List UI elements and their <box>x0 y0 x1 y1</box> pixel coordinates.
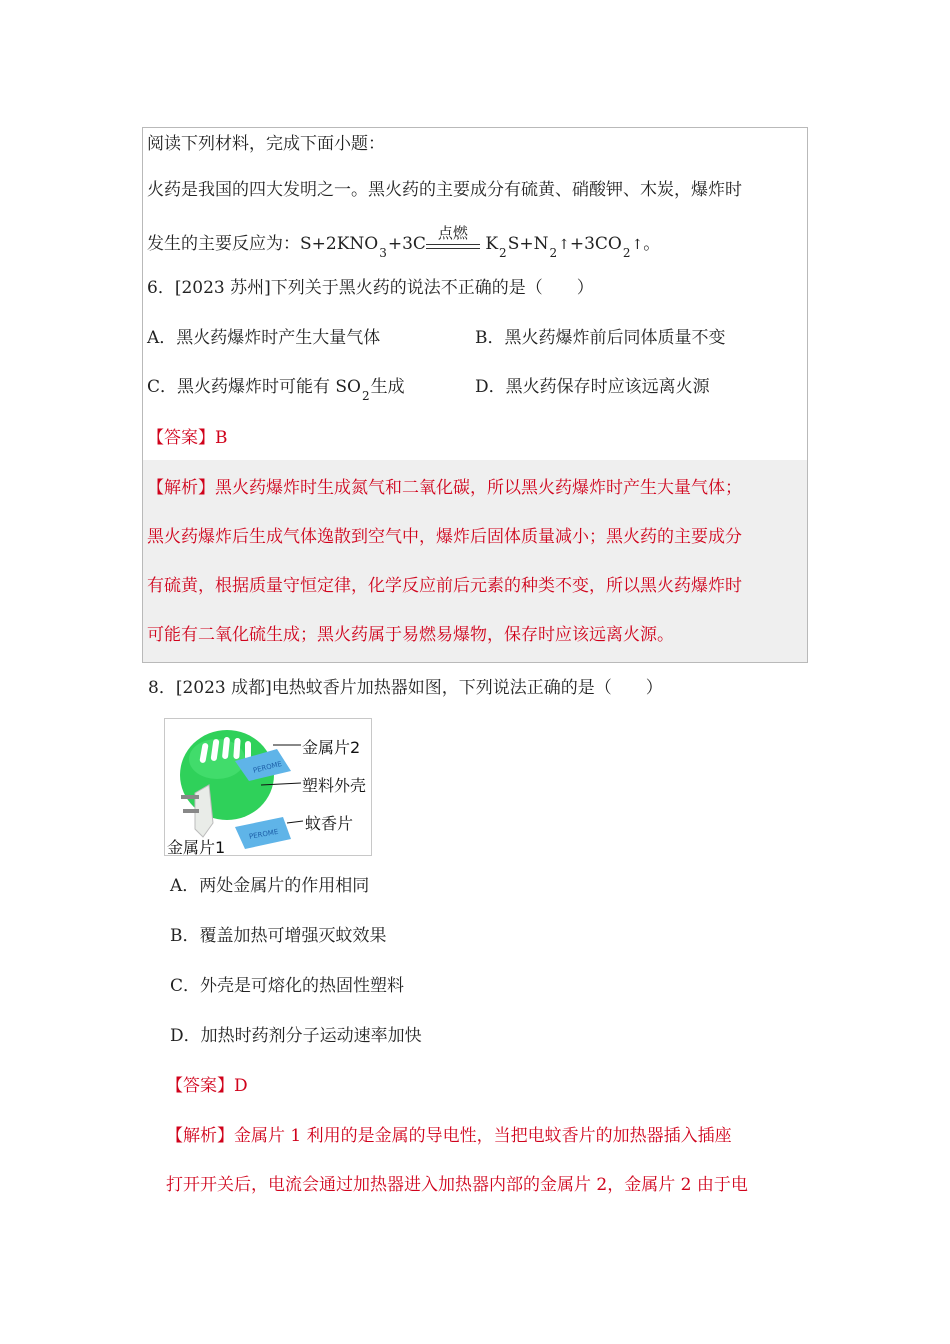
equation-term: S+N <box>507 234 549 254</box>
q6-analysis-line: 可能有二氧化硫生成；黑火药属于易燃易爆物，保存时应该远离火源。 <box>147 625 674 645</box>
question-8-stem: 8．[2023 成都]电热蚊香片加热器如图，下列说法正确的是（ ） <box>148 678 663 698</box>
equation-subscript: 2 <box>622 246 631 260</box>
q6-analysis-line: 【解析】黑火药爆炸时生成氮气和二氧化碳，所以黑火药爆炸时产生大量气体； <box>147 478 742 498</box>
q6-answer <box>147 426 228 450</box>
q6-option-c <box>147 375 405 403</box>
label-plastic-shell: 塑料外壳 <box>302 776 367 795</box>
question-6-stem: 6．[2023 苏州]下列关于黑火药的说法不正确的是（ ） <box>147 278 594 298</box>
material-paragraph-1: 火药是我国的四大发明之一。黑火药的主要成分有硫黄、硝酸钾、木炭，爆炸时 <box>147 180 742 200</box>
q6-option-b: B．黑火药爆炸前后同体质量不变 <box>475 328 726 348</box>
q8-analysis-line: 打开开关后，电流会通过加热器进入加热器内部的金属片 2，金属片 2 由于电 <box>166 1175 748 1195</box>
q6-analysis-line: 有硫黄，根据质量守恒定律，化学反应前后元素的种类不变，所以黑火药爆炸时 <box>147 576 742 596</box>
mosquito-heater-figure <box>164 718 372 856</box>
equation-end: 。 <box>643 234 661 254</box>
gas-arrow-icon: ↑ <box>558 237 570 253</box>
answer-value: B <box>215 428 228 448</box>
condition-label: 点燃 <box>437 224 468 242</box>
q8-analysis-line: 【解析】金属片 1 利用的是金属的导电性，当把电蚊香片的加热器插入插座 <box>166 1126 732 1146</box>
svg-text:PEROME: PEROME <box>248 827 279 841</box>
q6-option-c-subscript: 2 <box>362 389 370 403</box>
equation-prefix: 发生的主要反应为：S+2KNO <box>147 234 379 254</box>
q6-option-c-text: C．黑火药爆炸时可能有 SO <box>147 377 361 397</box>
q6-option-a: A．黑火药爆炸时产生大量气体 <box>147 328 381 348</box>
q8-option-c: C．外壳是可熔化的热固性塑料 <box>170 976 405 996</box>
reading-material-box <box>142 127 808 663</box>
answer-value: D <box>234 1076 248 1096</box>
reaction-condition <box>426 224 480 249</box>
reaction-equation <box>147 224 661 260</box>
q6-analysis-line: 黑火药爆炸后生成气体逸散到空气中，爆炸后固体质量减小；黑火药的主要成分 <box>147 527 742 547</box>
answer-tag: 【答案】 <box>166 1076 234 1096</box>
equation-term: +3CO <box>569 234 622 254</box>
material-intro: 阅读下列材料，完成下面小题： <box>147 134 385 154</box>
label-metal-sheet-2: 金属片2 <box>302 738 361 757</box>
gas-arrow-icon: ↑ <box>631 237 644 253</box>
equation-subscript: 2 <box>549 246 558 260</box>
svg-text:PEROME: PEROME <box>252 759 283 775</box>
equation-term: K <box>485 234 499 254</box>
answer-tag: 【答案】 <box>147 428 215 448</box>
q8-option-a: A．两处金属片的作用相同 <box>170 876 370 896</box>
label-mosquito-mat: 蚊香片 <box>305 814 354 833</box>
equation-term: +3C <box>387 234 426 254</box>
q8-option-d: D．加热时药剂分子运动速率加快 <box>170 1026 422 1046</box>
q8-answer <box>166 1074 248 1098</box>
label-metal-sheet-1: 金属片1 <box>167 838 226 857</box>
q8-option-b: B．覆盖加热可增强灭蚊效果 <box>170 926 387 946</box>
equation-subscript: 2 <box>499 246 507 260</box>
q6-option-d: D．黑火药保存时应该远离火源 <box>475 377 710 397</box>
equation-subscript: 3 <box>379 246 387 260</box>
q6-option-c-suffix: 生成 <box>370 377 405 397</box>
